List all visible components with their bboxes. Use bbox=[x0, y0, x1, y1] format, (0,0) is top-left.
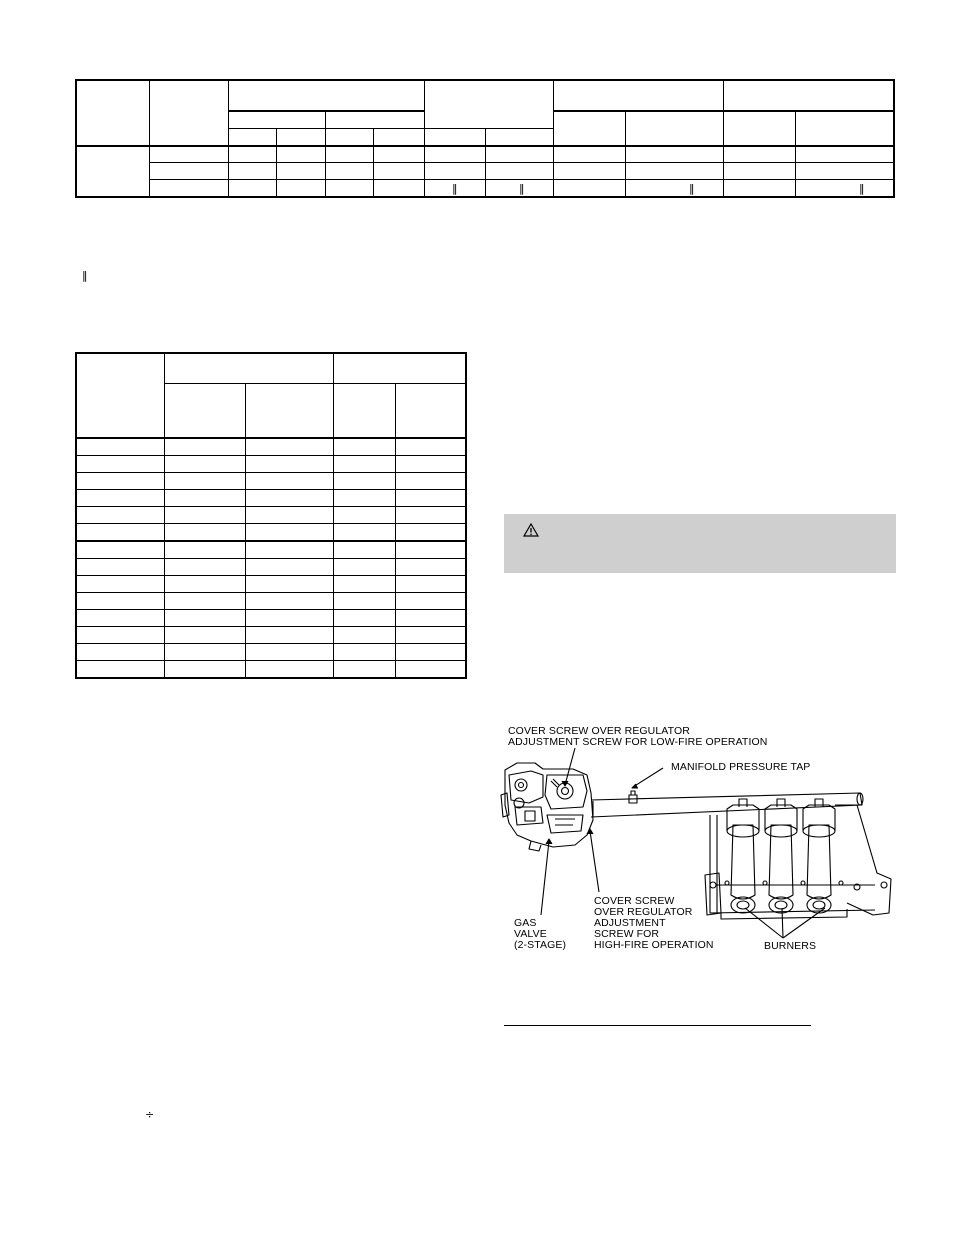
gas-valve-assembly-drawing bbox=[495, 745, 900, 960]
parallel-mark: ‖ bbox=[689, 182, 695, 195]
callout-gas-valve: GAS VALVE (2-STAGE) bbox=[514, 917, 567, 951]
callout-low-fire-screw: COVER SCREW OVER REGULATOR ADJUSTMENT SCREW FOR LOW-FIRE OPERATION bbox=[508, 725, 768, 748]
parallel-mark: ‖ bbox=[452, 182, 458, 195]
warning-triangle-icon bbox=[523, 523, 539, 537]
warning-box bbox=[504, 514, 896, 573]
parallel-mark: ‖ bbox=[519, 182, 525, 195]
callout-burners: BURNERS bbox=[764, 940, 817, 952]
callout-manifold-pressure-tap: MANIFOLD PRESSURE TAP bbox=[671, 761, 811, 773]
divide-mark: ÷ bbox=[145, 1108, 155, 1121]
footnote-parallel-mark: ‖ bbox=[82, 269, 88, 282]
callout-high-fire-screw: COVER SCREW OVER REGULATOR ADJUSTMENT SCREW FOR HIGH-FIRE OPERATION bbox=[594, 895, 714, 951]
parallel-mark: ‖ bbox=[859, 182, 865, 195]
figure-caption-rule bbox=[504, 1025, 811, 1026]
